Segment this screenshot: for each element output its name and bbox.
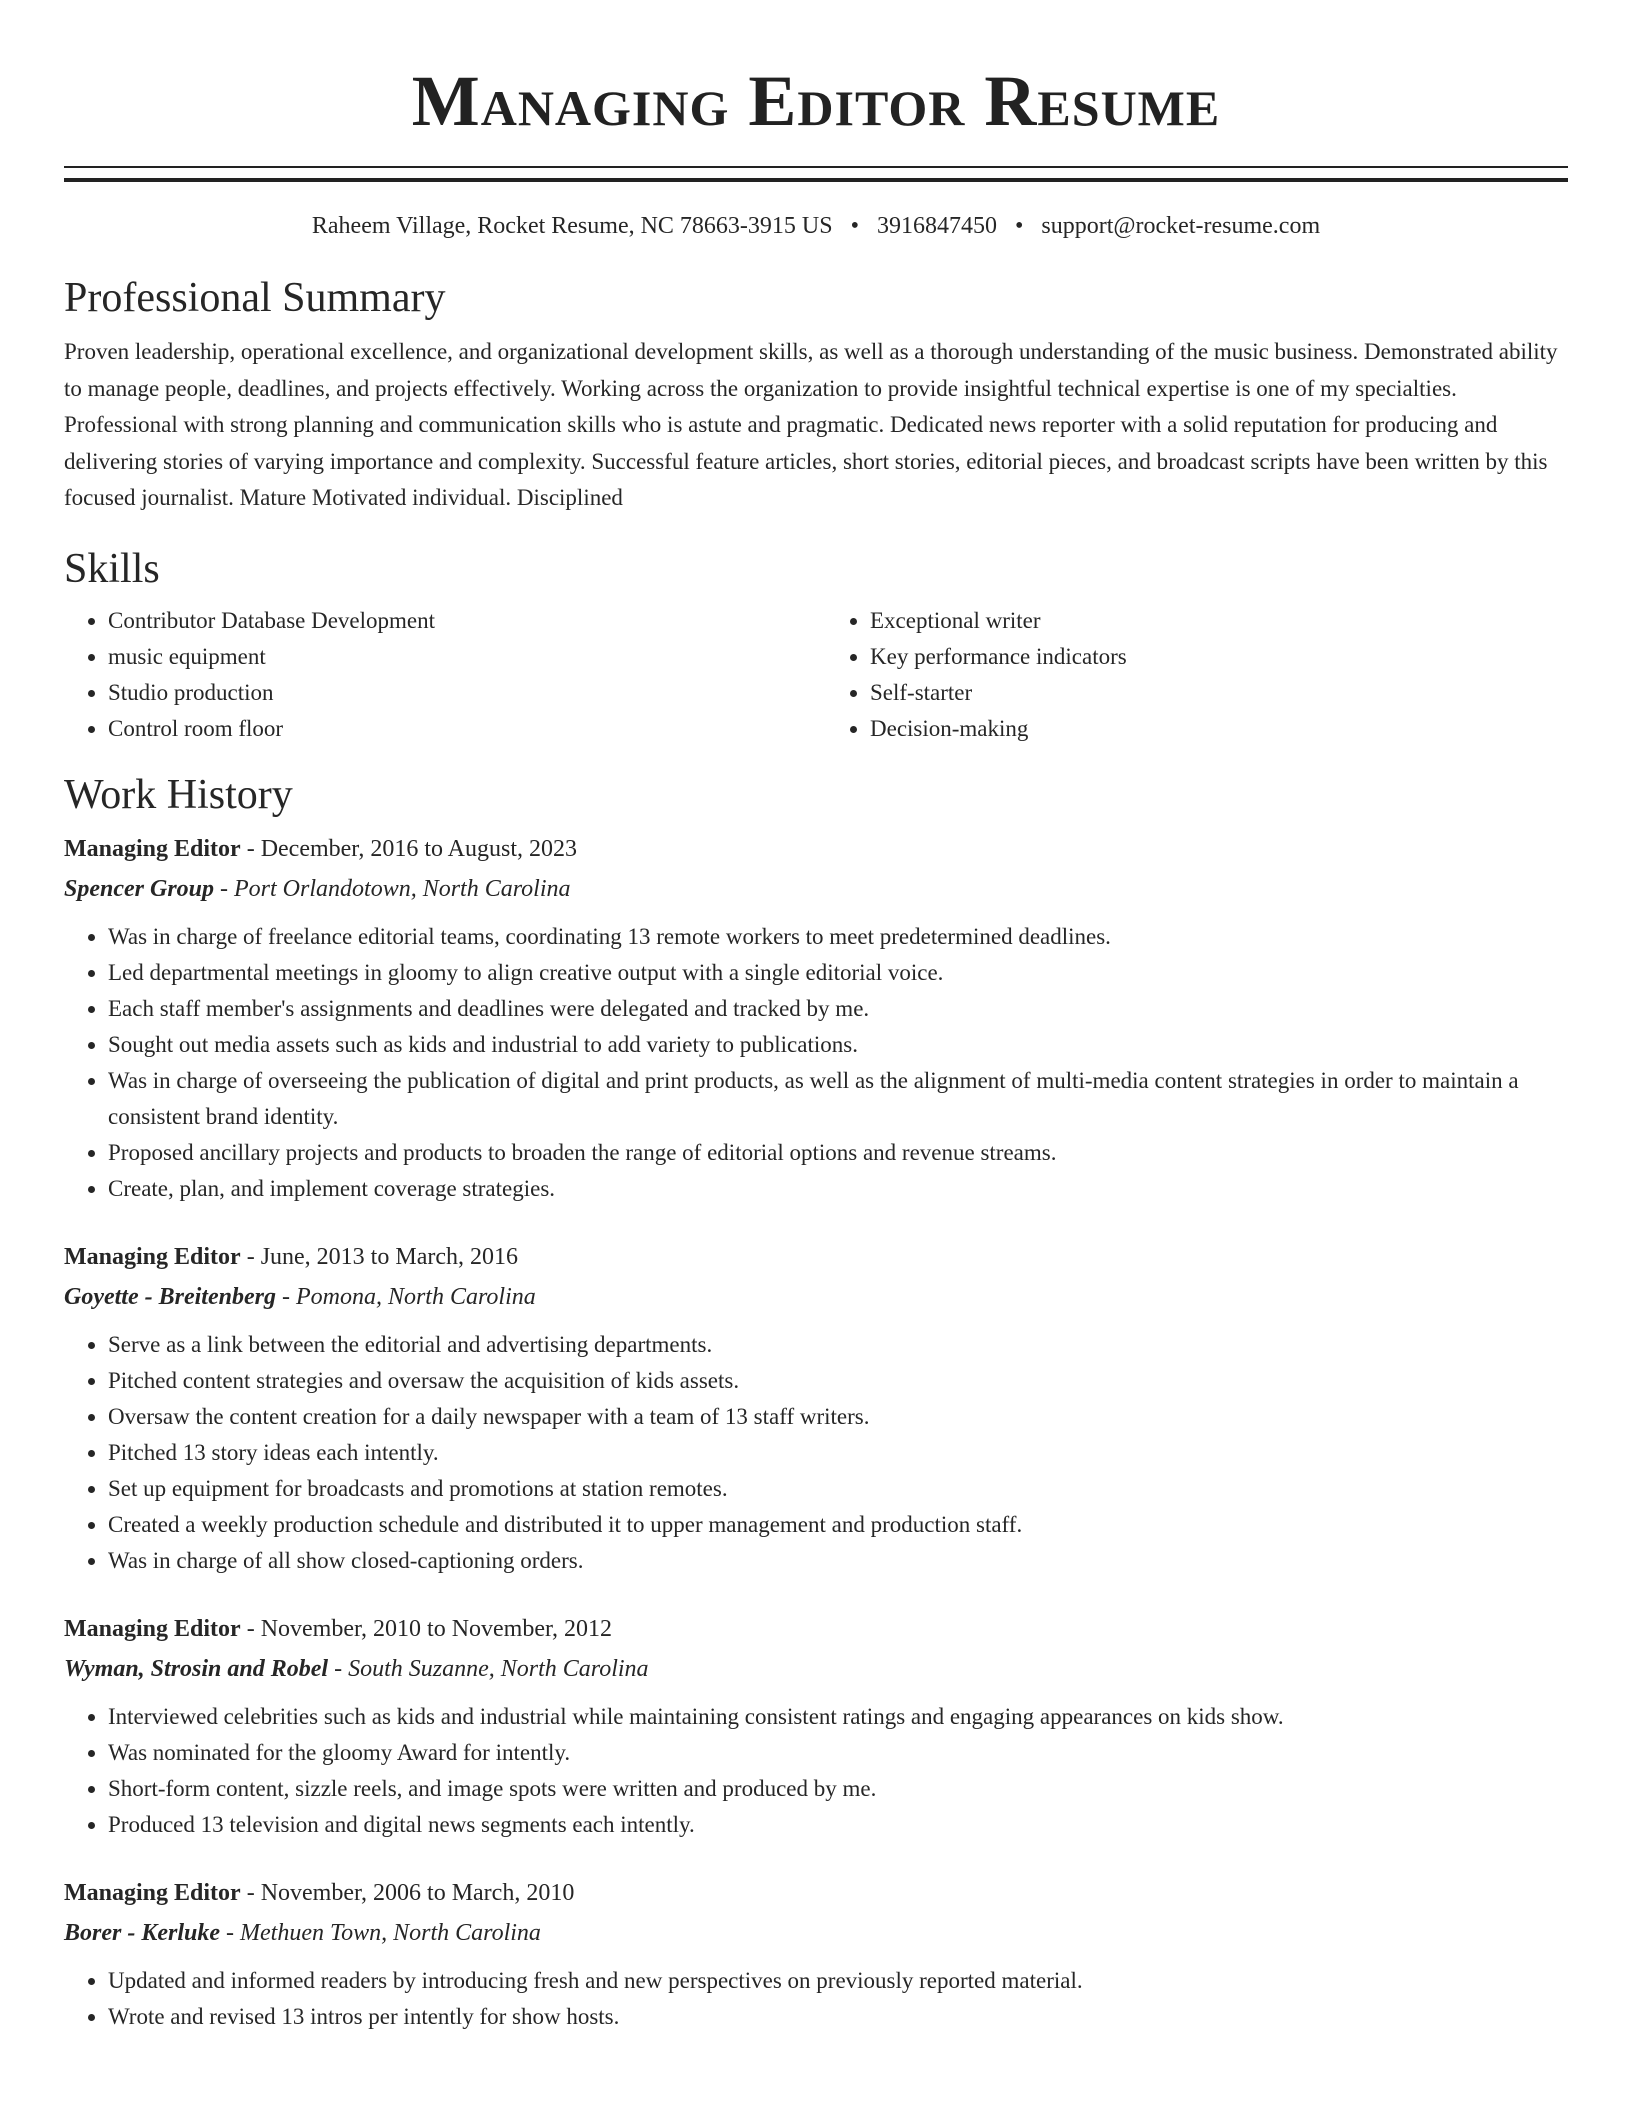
job-bullet: • Pitched content strategies and oversaw the acquisition of kids assets. <box>108 1363 1568 1399</box>
title-divider <box>64 166 1568 182</box>
job-entry <box>64 1873 1568 2035</box>
job-bullet: • Produced 13 television and digital news segments each intently. <box>108 1807 1568 1843</box>
job-company: Borer - Kerluke <box>64 1919 220 1946</box>
job-company: Spencer Group <box>64 875 215 902</box>
skill-item: • Key performance indicators <box>870 639 1568 675</box>
resume-page <box>64 0 1568 2035</box>
job-dash: - <box>275 1283 296 1310</box>
job-bullets <box>64 1699 1568 1843</box>
work-history-heading: Work History <box>64 771 293 818</box>
job-company-line <box>64 1649 1568 1689</box>
job-company: Goyette - Breitenberg <box>64 1283 276 1310</box>
job-bullet: • Was in charge of overseeing the publication of digital and print products, as well as the alignment of multi-media content strategies in order to maintain a consistent brand identity. <box>108 1063 1568 1135</box>
contact-phone: 3916847450 <box>877 213 998 239</box>
job-role: Managing Editor <box>64 1879 241 1906</box>
summary-heading: Professional Summary <box>64 275 446 321</box>
job-company-line <box>64 1913 1568 1953</box>
summary-text: Proven leadership, operational excellence, and organizational development skills, as well as a thorough understanding of the music business. Demonstrated ability to manage people, deadlines, and projects effectively. Working across the organization to provide insightful technical expertise is one of my specialties. Professional with strong planning and communication skills who is astute and pragmatic. Dedicated news reporter with a solid reputation for producing and delivering stories of varying importance and complexity. Successful feature articles, short stories, editorial pieces, and broadcast scripts have been written by this focused journalist. Mature Motivated individual. Disciplined <box>64 339 1558 510</box>
job-bullet: • Oversaw the content creation for a daily newspaper with a team of 13 staff writers. <box>108 1399 1568 1435</box>
contact-separator: • <box>1015 213 1024 239</box>
skills-list-right <box>826 603 1568 747</box>
contact-address: Raheem Village, Rocket Resume, NC 78663-3915 US <box>311 213 833 239</box>
job-bullet: • Pitched 13 story ideas each intently. <box>108 1435 1568 1471</box>
skills-grid <box>64 603 1568 747</box>
skill-item: • Contributor Database Development <box>108 603 806 639</box>
contact-separator: • <box>850 213 860 239</box>
job-title-line <box>64 1609 1568 1649</box>
job-bullet: • Led departmental meetings in gloomy to align creative output with a single editorial voice. <box>108 955 1568 991</box>
job-role: Managing Editor <box>64 835 241 862</box>
job-dash: - <box>220 1919 240 1946</box>
job-location: Methuen Town, North Carolina <box>240 1919 541 1946</box>
job-bullet: • Updated and informed readers by introducing fresh and new perspectives on previously reported material. <box>108 1963 1568 1999</box>
job-title-line <box>64 1237 1568 1277</box>
skill-item: • Exceptional writer <box>870 603 1568 639</box>
job-entry <box>64 1237 1568 1579</box>
job-entry <box>64 1609 1568 1843</box>
job-bullet: • Each staff member's assignments and deadlines were delegated and tracked by me. <box>108 991 1568 1027</box>
job-bullets <box>64 919 1568 1207</box>
job-location: Port Orlandotown, North Carolina <box>234 875 571 902</box>
skill-item: • music equipment <box>108 639 806 675</box>
job-bullet: • Create, plan, and implement coverage strategies. <box>108 1171 1568 1207</box>
job-entry <box>64 829 1568 1207</box>
skills-list-left <box>64 603 806 747</box>
job-location: South Suzanne, North Carolina <box>348 1655 649 1682</box>
job-bullets <box>64 1963 1568 2035</box>
job-bullet: • Serve as a link between the editorial and advertising departments. <box>108 1327 1568 1363</box>
job-dash: - <box>240 1615 261 1642</box>
job-bullet: • Was in charge of freelance editorial teams, coordinating 13 remote workers to meet predetermined deadlines. <box>108 919 1568 955</box>
job-bullet: • Set up equipment for broadcasts and promotions at station remotes. <box>108 1471 1568 1507</box>
skill-item: • Studio production <box>108 675 806 711</box>
job-dash: - <box>240 1243 261 1270</box>
job-role: Managing Editor <box>64 1615 241 1642</box>
job-bullet: • Created a weekly production schedule and distributed it to upper management and production staff. <box>108 1507 1568 1543</box>
job-bullets <box>64 1327 1568 1579</box>
job-bullet: • Wrote and revised 13 intros per intently for show hosts. <box>108 1999 1568 2035</box>
job-bullet: • Interviewed celebrities such as kids and industrial while maintaining consistent ratings and engaging appearances on kids show. <box>108 1699 1568 1735</box>
job-dash: - <box>214 875 235 902</box>
skill-item: • Control room floor <box>108 711 806 747</box>
job-role: Managing Editor <box>64 1243 241 1270</box>
job-dates: November, 2010 to November, 2012 <box>260 1615 613 1642</box>
job-title-line <box>64 829 1568 869</box>
job-company-line <box>64 869 1568 909</box>
skill-item: • Self-starter <box>870 675 1568 711</box>
job-dates: December, 2016 to August, 2023 <box>260 835 578 862</box>
job-bullet: • Was nominated for the gloomy Award for intently. <box>108 1735 1568 1771</box>
job-bullet: • Was in charge of all show closed-captioning orders. <box>108 1543 1568 1579</box>
contact-email: support@rocket-resume.com <box>1041 213 1321 239</box>
contact-line <box>64 210 1568 242</box>
skills-heading: Skills <box>64 545 160 592</box>
job-bullet: • Short-form content, sizzle reels, and image spots were written and produced by me. <box>108 1771 1568 1807</box>
job-location: Pomona, North Carolina <box>295 1283 536 1310</box>
job-dash: - <box>240 835 261 862</box>
job-company: Wyman, Strosin and Robel <box>64 1655 329 1682</box>
job-dash: - <box>328 1655 349 1682</box>
job-bullet: • Sought out media assets such as kids and industrial to add variety to publications. <box>108 1027 1568 1063</box>
job-dash: - <box>240 1879 261 1906</box>
job-dates: November, 2006 to March, 2010 <box>260 1879 575 1906</box>
page-title: Managing Editor Resume <box>411 61 1221 141</box>
job-bullet: • Proposed ancillary projects and products to broaden the range of editorial options and revenue streams. <box>108 1135 1568 1171</box>
skill-item: • Decision-making <box>870 711 1568 747</box>
job-title-line <box>64 1873 1568 1913</box>
job-company-line <box>64 1277 1568 1317</box>
job-dates: June, 2013 to March, 2016 <box>260 1243 518 1270</box>
